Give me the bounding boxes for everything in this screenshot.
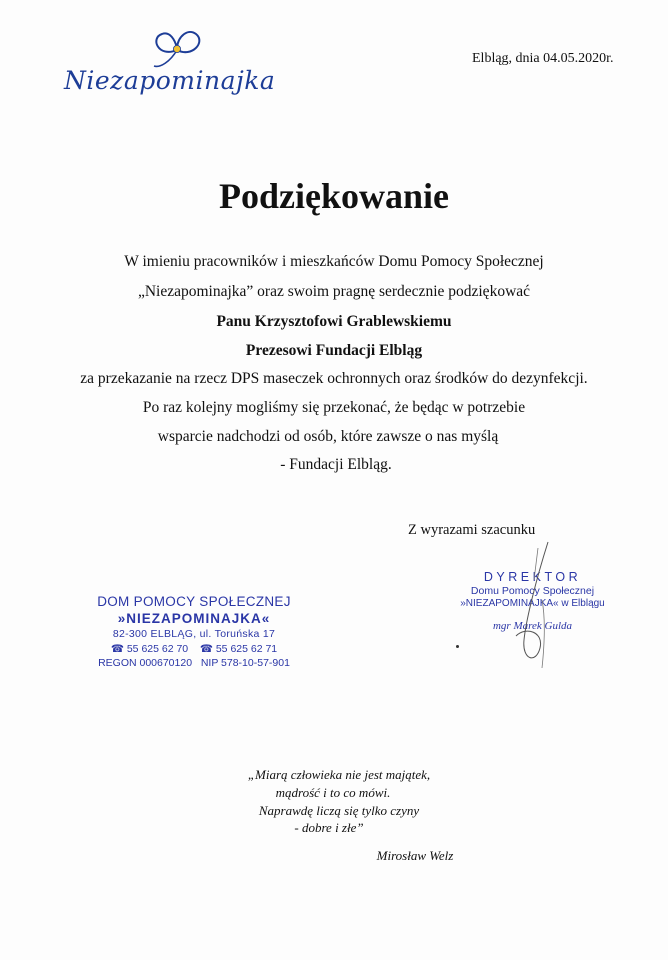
stamp-director-institution: Domu Pomocy Społecznej: [470, 585, 595, 597]
body-line-1: W imieniu pracowników i mieszkańców Domu Pomocy Społecznej: [124, 253, 544, 270]
logo-text: Niezapominajka: [64, 66, 276, 95]
quote-line-2: mądrość i to co mówi.: [275, 785, 391, 800]
stamp-nip: NIP 578-10-57-901: [200, 657, 290, 669]
stamp-director-person: mgr Marek Gulda: [492, 620, 573, 632]
recipient-title: Prezesowi Fundacji Elbląg: [245, 342, 423, 359]
body-line-6: - Fundacji Elbląg.: [280, 456, 392, 473]
stamp-institution: DOM POMOCY SPOŁECZNEJ: [97, 594, 291, 609]
stamp-address: 82-300 ELBLĄG, ul. Toruńska 17: [112, 628, 276, 640]
phone-icon: ☎: [110, 643, 124, 655]
letter-title: Podziękowanie: [219, 176, 449, 216]
stamp-director-name-org: »NIEZAPOMINAJKA« w Elblągu: [460, 598, 605, 609]
stamp-ids: [80, 657, 308, 669]
stamp-director-title: DYREKTOR: [483, 570, 582, 584]
quote-line-4: - dobre i złe”: [294, 820, 364, 835]
stamp-phone-1: 55 625 62 70: [126, 643, 189, 655]
stamp-phones: [80, 643, 308, 655]
fax-icon: ☎: [199, 643, 213, 655]
stamp-phone-2: 55 625 62 71: [215, 643, 278, 655]
body-line-4: Po raz kolejny mogliśmy się przekonać, że będąc w potrzebie: [142, 399, 526, 416]
stamp-name: »NIEZAPOMINAJKA«: [117, 611, 271, 626]
ink-dot: [456, 645, 459, 648]
body-line-3: za przekazanie na rzecz DPS maseczek ochronnych oraz środków do dezynfekcji.: [80, 370, 588, 387]
body-line-5: wsparcie nadchodzi od osób, które zawsze o nas myślą: [157, 428, 499, 445]
closing-phrase: Z wyrazami szacunku: [408, 522, 536, 538]
quote-author: Mirosław Welz: [376, 848, 454, 863]
letter-date: Elbląg, dnia 04.05.2020r.: [472, 51, 614, 66]
handwritten-signature: [496, 540, 576, 670]
quote-line-3: Naprawdę liczą się tylko czyny: [258, 803, 420, 818]
body-line-2: „Niezapominajka” oraz swoim pragnę serdecznie podziękować: [137, 283, 531, 300]
quote-line-1: „Miarą człowieka nie jest majątek,: [247, 767, 431, 782]
stamp-regon: REGON 000670120: [98, 657, 193, 669]
recipient-name: Panu Krzysztofowi Grablewskiemu: [216, 313, 452, 330]
